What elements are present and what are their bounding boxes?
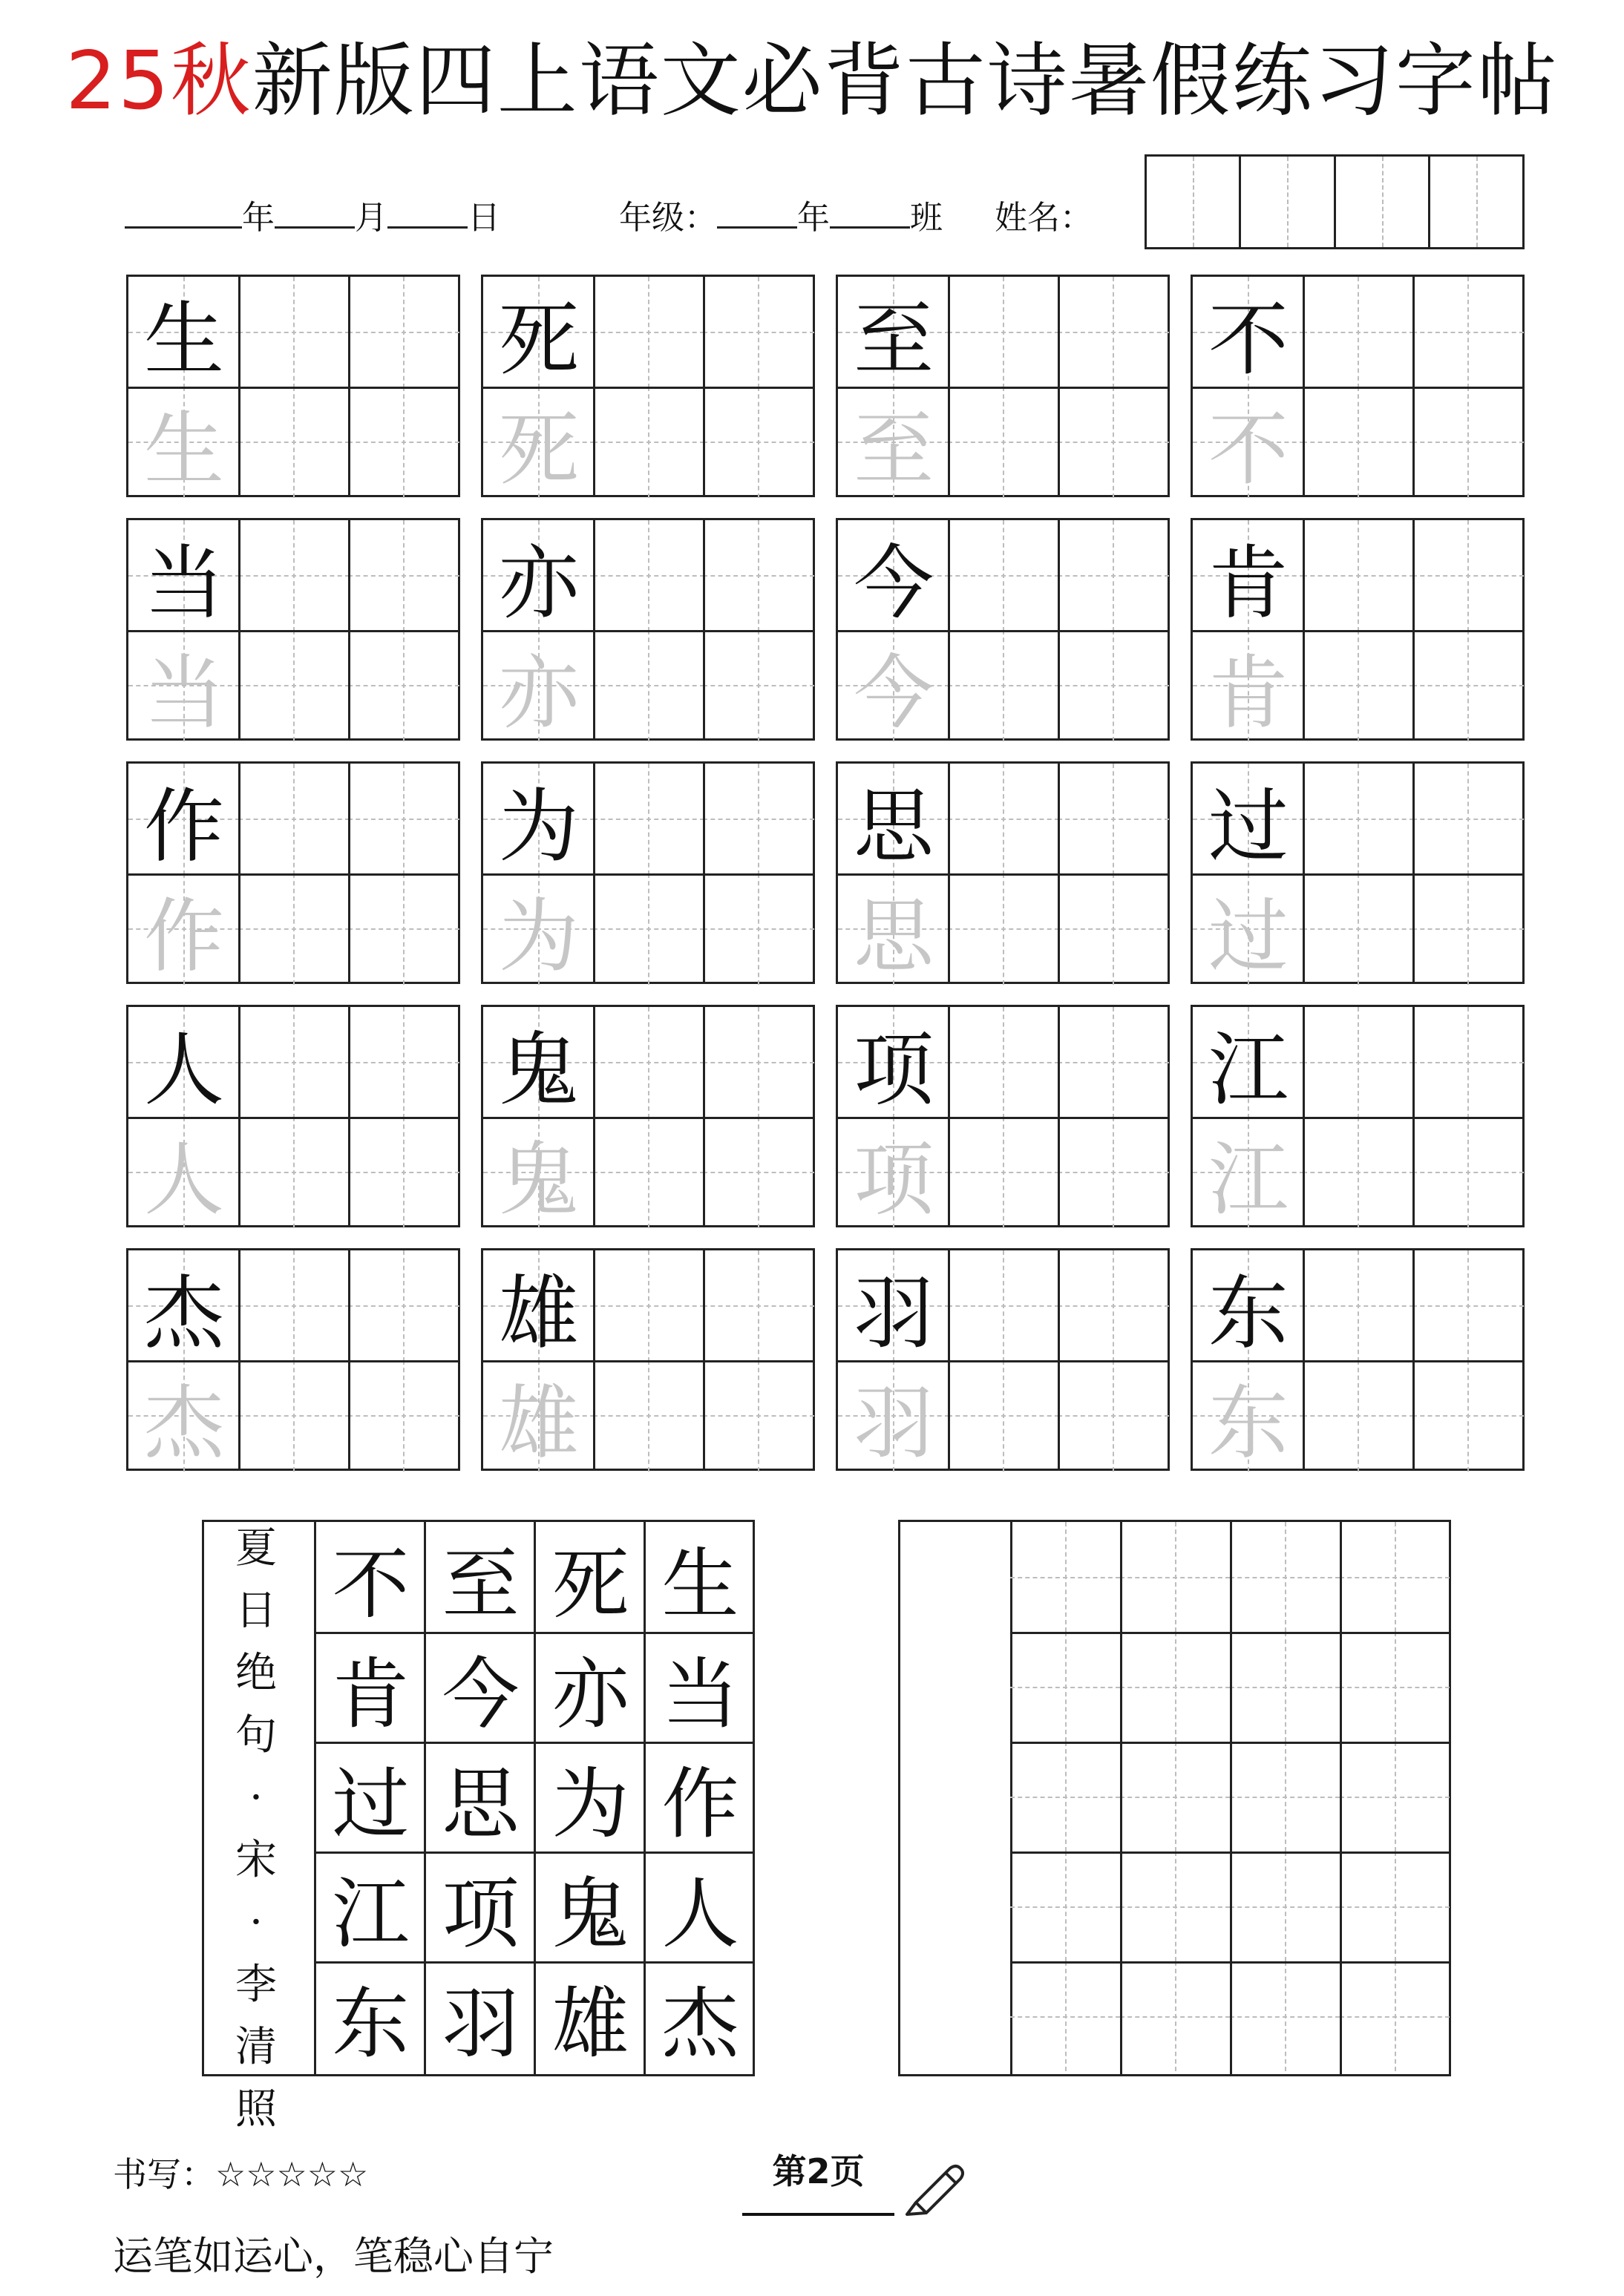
practice-cell[interactable] (1412, 873, 1524, 985)
blank-cell[interactable] (1340, 1742, 1450, 1851)
trace-character: 今 (853, 646, 934, 740)
trace-character: 死 (498, 403, 579, 496)
model-character: 鬼 (498, 1023, 579, 1117)
poem-title (215, 1518, 297, 2141)
practice-cell[interactable] (593, 1117, 704, 1228)
practice-group[interactable] (1191, 1248, 1525, 1471)
practice-cell[interactable] (593, 1360, 704, 1472)
practice-group[interactable] (836, 518, 1170, 741)
grade-year-label: 年 (797, 199, 830, 237)
practice-cell[interactable] (948, 630, 1059, 741)
class-field[interactable] (830, 197, 910, 229)
motto: 运笔如运心，笔稳心自宁 (113, 2233, 554, 2280)
practice-group[interactable] (481, 1005, 815, 1227)
year-field[interactable] (125, 197, 242, 229)
practice-cell[interactable] (1058, 1117, 1169, 1228)
poem-character: 东 (332, 1978, 410, 2069)
page-title (0, 30, 1624, 134)
poem-character: 鬼 (551, 1868, 629, 1959)
poem-character: 作 (661, 1758, 739, 1849)
cell-divider (1058, 1007, 1060, 1225)
practice-cell[interactable] (1058, 1360, 1169, 1472)
model-character: 思 (853, 780, 934, 873)
page-underline (742, 2213, 894, 2216)
practice-group[interactable] (836, 275, 1170, 497)
practice-cell[interactable] (593, 1007, 704, 1118)
practice-cell[interactable] (593, 630, 704, 741)
model-character: 死 (498, 293, 579, 387)
practice-cell[interactable] (948, 520, 1059, 632)
practice-group[interactable] (836, 1248, 1170, 1471)
cell-divider (703, 1250, 705, 1469)
model-character: 东 (1208, 1267, 1289, 1360)
title-main: 新版四上语文必背古诗暑假练习字帖 (252, 35, 1559, 128)
poem-character: 思 (442, 1758, 520, 1849)
trace-character: 鬼 (498, 1133, 579, 1227)
practice-cell[interactable] (703, 1007, 814, 1118)
practice-group[interactable] (481, 1248, 815, 1471)
model-character: 肯 (1208, 537, 1289, 630)
poem-character: 杰 (661, 1978, 739, 2069)
name-boxes[interactable] (1145, 154, 1525, 249)
practice-cell[interactable] (593, 520, 704, 632)
blank-cell[interactable] (1230, 1961, 1340, 2071)
poem-character: 亦 (551, 1648, 629, 1739)
trace-character: 至 (853, 403, 934, 496)
practice-cell[interactable] (593, 387, 704, 498)
practice-cell[interactable] (238, 873, 350, 985)
model-character: 当 (143, 537, 224, 630)
rating (113, 2152, 368, 2197)
practice-cell[interactable] (703, 630, 814, 741)
blank-cell[interactable] (1010, 1742, 1120, 1851)
practice-cell[interactable] (238, 1007, 350, 1118)
practice-cell[interactable] (703, 520, 814, 632)
practice-cell[interactable] (348, 764, 459, 875)
cell-divider (348, 520, 350, 738)
model-character: 项 (853, 1023, 934, 1117)
poem-character: 死 (551, 1538, 629, 1630)
practice-cell[interactable] (348, 387, 459, 498)
practice-group[interactable] (836, 1005, 1170, 1227)
trace-character: 人 (143, 1133, 224, 1227)
practice-group[interactable] (126, 1005, 460, 1227)
practice-cell[interactable] (948, 1250, 1059, 1362)
trace-character: 作 (143, 890, 224, 983)
practice-cell[interactable] (1303, 873, 1414, 985)
trace-character: 项 (853, 1133, 934, 1227)
practice-group[interactable] (1191, 761, 1525, 984)
practice-cell[interactable] (948, 764, 1059, 875)
cell-divider (703, 1007, 705, 1225)
trace-character: 生 (143, 403, 224, 496)
practice-group[interactable] (126, 518, 460, 741)
practice-group[interactable] (1191, 1005, 1525, 1227)
month-label: 月 (355, 199, 387, 237)
trace-character: 东 (1208, 1377, 1289, 1470)
blank-cell[interactable] (1340, 1522, 1450, 1632)
cell-divider (1412, 1250, 1415, 1469)
poem-title-char: 夏 (235, 1524, 277, 1572)
practice-group[interactable] (481, 761, 815, 984)
practice-cell[interactable] (348, 277, 459, 388)
page-number: 第2页 (772, 2151, 865, 2191)
cell-divider (1058, 277, 1060, 495)
poem-character: 羽 (442, 1978, 520, 2069)
poem-title-char: 清 (235, 2023, 277, 2071)
practice-group[interactable] (126, 275, 460, 497)
blank-title-column (900, 1522, 1012, 2074)
poem-character: 至 (442, 1538, 520, 1630)
practice-cell[interactable] (593, 277, 704, 388)
practice-cell[interactable] (238, 764, 350, 875)
practice-group[interactable] (126, 761, 460, 984)
practice-cell[interactable] (348, 520, 459, 632)
trace-character: 不 (1208, 403, 1289, 496)
practice-cell[interactable] (348, 1250, 459, 1362)
practice-cell[interactable] (1058, 520, 1169, 632)
blank-divider (1010, 1742, 1449, 1744)
rating-label: 书写： (113, 2154, 215, 2194)
blank-divider (1120, 1522, 1122, 2074)
practice-group[interactable] (126, 1248, 460, 1471)
practice-cell[interactable] (238, 1360, 350, 1472)
blank-cell[interactable] (1340, 1961, 1450, 2071)
practice-cell[interactable] (1412, 1360, 1524, 1472)
practice-cell[interactable] (1303, 1117, 1414, 1228)
poem-character: 当 (661, 1648, 739, 1739)
poem-title-char: 绝 (235, 1649, 277, 1697)
model-character: 亦 (498, 537, 579, 630)
poem-title-char: 照 (235, 2085, 277, 2133)
blank-cell[interactable] (1230, 1522, 1340, 1632)
name-box[interactable] (1241, 157, 1335, 247)
poem-character: 过 (332, 1758, 410, 1849)
cell-divider (1412, 277, 1415, 495)
practice-cell[interactable] (238, 387, 350, 498)
month-field[interactable] (275, 197, 355, 229)
trace-character: 肯 (1208, 646, 1289, 740)
name-box[interactable] (1336, 157, 1430, 247)
blank-cell[interactable] (1120, 1851, 1230, 1961)
cell-divider (703, 520, 705, 738)
blank-divider (1010, 1961, 1449, 1964)
practice-cell[interactable] (593, 1250, 704, 1362)
blank-cell[interactable] (1010, 1522, 1120, 1632)
poem-character: 人 (661, 1868, 739, 1959)
poem-title-char: · (249, 1898, 263, 1946)
practice-cell[interactable] (238, 630, 350, 741)
practice-cell[interactable] (1058, 764, 1169, 875)
title-prefix: 25秋 (65, 35, 252, 128)
practice-cell[interactable] (348, 630, 459, 741)
poem-title-char: 李 (235, 1961, 277, 2009)
blank-divider (1340, 1522, 1342, 2074)
poem-character: 为 (551, 1758, 629, 1849)
practice-cell[interactable] (1058, 1007, 1169, 1118)
cell-divider (348, 1250, 350, 1469)
trace-character: 思 (853, 890, 934, 983)
day-field[interactable] (387, 197, 468, 229)
practice-cell[interactable] (1412, 1007, 1524, 1118)
trace-character: 羽 (853, 1377, 934, 1470)
blank-cell[interactable] (1340, 1851, 1450, 1961)
grade-field[interactable] (717, 197, 797, 229)
poem-character: 雄 (551, 1978, 629, 2069)
rating-stars[interactable]: ☆☆☆☆☆ (215, 2154, 369, 2194)
practice-group[interactable] (836, 761, 1170, 984)
model-character: 不 (1208, 293, 1289, 387)
poem-title-char: 句 (235, 1711, 277, 1759)
model-character: 作 (143, 780, 224, 873)
practice-cell[interactable] (1303, 387, 1414, 498)
blank-cell[interactable] (1230, 1742, 1340, 1851)
practice-cell[interactable] (1412, 387, 1524, 498)
practice-cell[interactable] (348, 1117, 459, 1228)
practice-cell[interactable] (1412, 630, 1524, 741)
class-label: 班 (910, 199, 943, 237)
practice-cell[interactable] (1058, 873, 1169, 985)
cell-divider (703, 277, 705, 495)
model-character: 江 (1208, 1023, 1289, 1117)
poem-character: 江 (332, 1868, 410, 1959)
trace-character: 为 (498, 890, 579, 983)
poem-title-char: · (249, 1774, 263, 1822)
practice-cell[interactable] (593, 873, 704, 985)
practice-cell[interactable] (1303, 1250, 1414, 1362)
cell-divider (1412, 520, 1415, 738)
poem-title-char: 宋 (235, 1836, 277, 1884)
blank-practice-grid[interactable] (898, 1520, 1451, 2076)
practice-cell[interactable] (348, 873, 459, 985)
practice-cell[interactable] (948, 277, 1059, 388)
practice-cell[interactable] (948, 1007, 1059, 1118)
model-character: 雄 (498, 1267, 579, 1360)
cell-divider (348, 277, 350, 495)
practice-cell[interactable] (1058, 387, 1169, 498)
trace-character: 江 (1208, 1133, 1289, 1227)
practice-group[interactable] (1191, 275, 1525, 497)
practice-cell[interactable] (948, 873, 1059, 985)
blank-cell[interactable] (1120, 1961, 1230, 2071)
practice-cell[interactable] (1412, 1250, 1524, 1362)
info-line (125, 197, 1093, 238)
blank-cell[interactable] (1340, 1632, 1450, 1742)
practice-cell[interactable] (238, 520, 350, 632)
poem-character: 项 (442, 1868, 520, 1959)
practice-cell[interactable] (1303, 520, 1414, 632)
poem-character: 不 (332, 1538, 410, 1630)
practice-cell[interactable] (703, 387, 814, 498)
blank-cell[interactable] (1230, 1851, 1340, 1961)
practice-cell[interactable] (1303, 630, 1414, 741)
practice-cell[interactable] (348, 1007, 459, 1118)
trace-character: 亦 (498, 646, 579, 740)
blank-cell[interactable] (1120, 1522, 1230, 1632)
practice-cell[interactable] (1058, 1250, 1169, 1362)
pen-icon (901, 2158, 968, 2217)
cell-divider (1058, 764, 1060, 982)
trace-character: 当 (143, 646, 224, 740)
practice-cell[interactable] (1058, 277, 1169, 388)
model-character: 为 (498, 780, 579, 873)
model-character: 过 (1208, 780, 1289, 873)
cell-divider (1058, 1250, 1060, 1469)
model-character: 羽 (853, 1267, 934, 1360)
practice-group[interactable] (481, 275, 815, 497)
blank-divider (1010, 1851, 1449, 1854)
practice-cell[interactable] (238, 277, 350, 388)
blank-divider (1010, 1632, 1449, 1634)
poem-title-char: 日 (235, 1587, 277, 1635)
practice-cell[interactable] (703, 277, 814, 388)
poem-character: 生 (661, 1538, 739, 1630)
practice-cell[interactable] (1058, 630, 1169, 741)
blank-cell[interactable] (1120, 1632, 1230, 1742)
day-label: 日 (468, 199, 500, 237)
cell-divider (1058, 520, 1060, 738)
poem-character: 肯 (332, 1648, 410, 1739)
practice-cell[interactable] (948, 1117, 1059, 1228)
model-character: 今 (853, 537, 934, 630)
practice-cell[interactable] (593, 764, 704, 875)
poem-character: 今 (442, 1648, 520, 1739)
practice-cell[interactable] (1412, 1117, 1524, 1228)
practice-cell[interactable] (1412, 277, 1524, 388)
cell-divider (348, 764, 350, 982)
practice-cell[interactable] (1303, 764, 1414, 875)
cell-divider (1412, 764, 1415, 982)
practice-cell[interactable] (703, 873, 814, 985)
practice-group[interactable] (481, 518, 815, 741)
practice-group[interactable] (1191, 518, 1525, 741)
practice-cell[interactable] (948, 387, 1059, 498)
practice-cell[interactable] (348, 1360, 459, 1472)
practice-cell[interactable] (238, 1250, 350, 1362)
practice-cell[interactable] (1412, 520, 1524, 632)
name-box[interactable] (1147, 157, 1241, 247)
practice-cell[interactable] (948, 1360, 1059, 1472)
blank-cell[interactable] (1010, 1961, 1120, 2071)
blank-divider (1230, 1522, 1232, 2074)
blank-cell[interactable] (1010, 1632, 1120, 1742)
model-character: 杰 (143, 1267, 224, 1360)
practice-cell[interactable] (1303, 277, 1414, 388)
cell-divider (348, 1007, 350, 1225)
practice-cell[interactable] (703, 1117, 814, 1228)
blank-cell[interactable] (1010, 1851, 1120, 1961)
practice-cell[interactable] (1412, 764, 1524, 875)
practice-cell[interactable] (238, 1117, 350, 1228)
year-label: 年 (242, 199, 275, 237)
practice-cell[interactable] (703, 764, 814, 875)
cell-divider (1412, 1007, 1415, 1225)
trace-character: 杰 (143, 1377, 224, 1470)
name-label: 姓名： (995, 199, 1093, 237)
name-box[interactable] (1430, 157, 1522, 247)
practice-cell[interactable] (703, 1250, 814, 1362)
model-character: 生 (143, 293, 224, 387)
grade-label: 年级： (619, 199, 717, 237)
trace-character: 雄 (498, 1377, 579, 1470)
practice-cell[interactable] (703, 1360, 814, 1472)
practice-cell[interactable] (1303, 1007, 1414, 1118)
blank-cell[interactable] (1120, 1742, 1230, 1851)
trace-character: 过 (1208, 890, 1289, 983)
blank-cell[interactable] (1230, 1632, 1340, 1742)
model-character: 人 (143, 1023, 224, 1117)
cell-divider (703, 764, 705, 982)
practice-cell[interactable] (1303, 1360, 1414, 1472)
model-character: 至 (853, 293, 934, 387)
